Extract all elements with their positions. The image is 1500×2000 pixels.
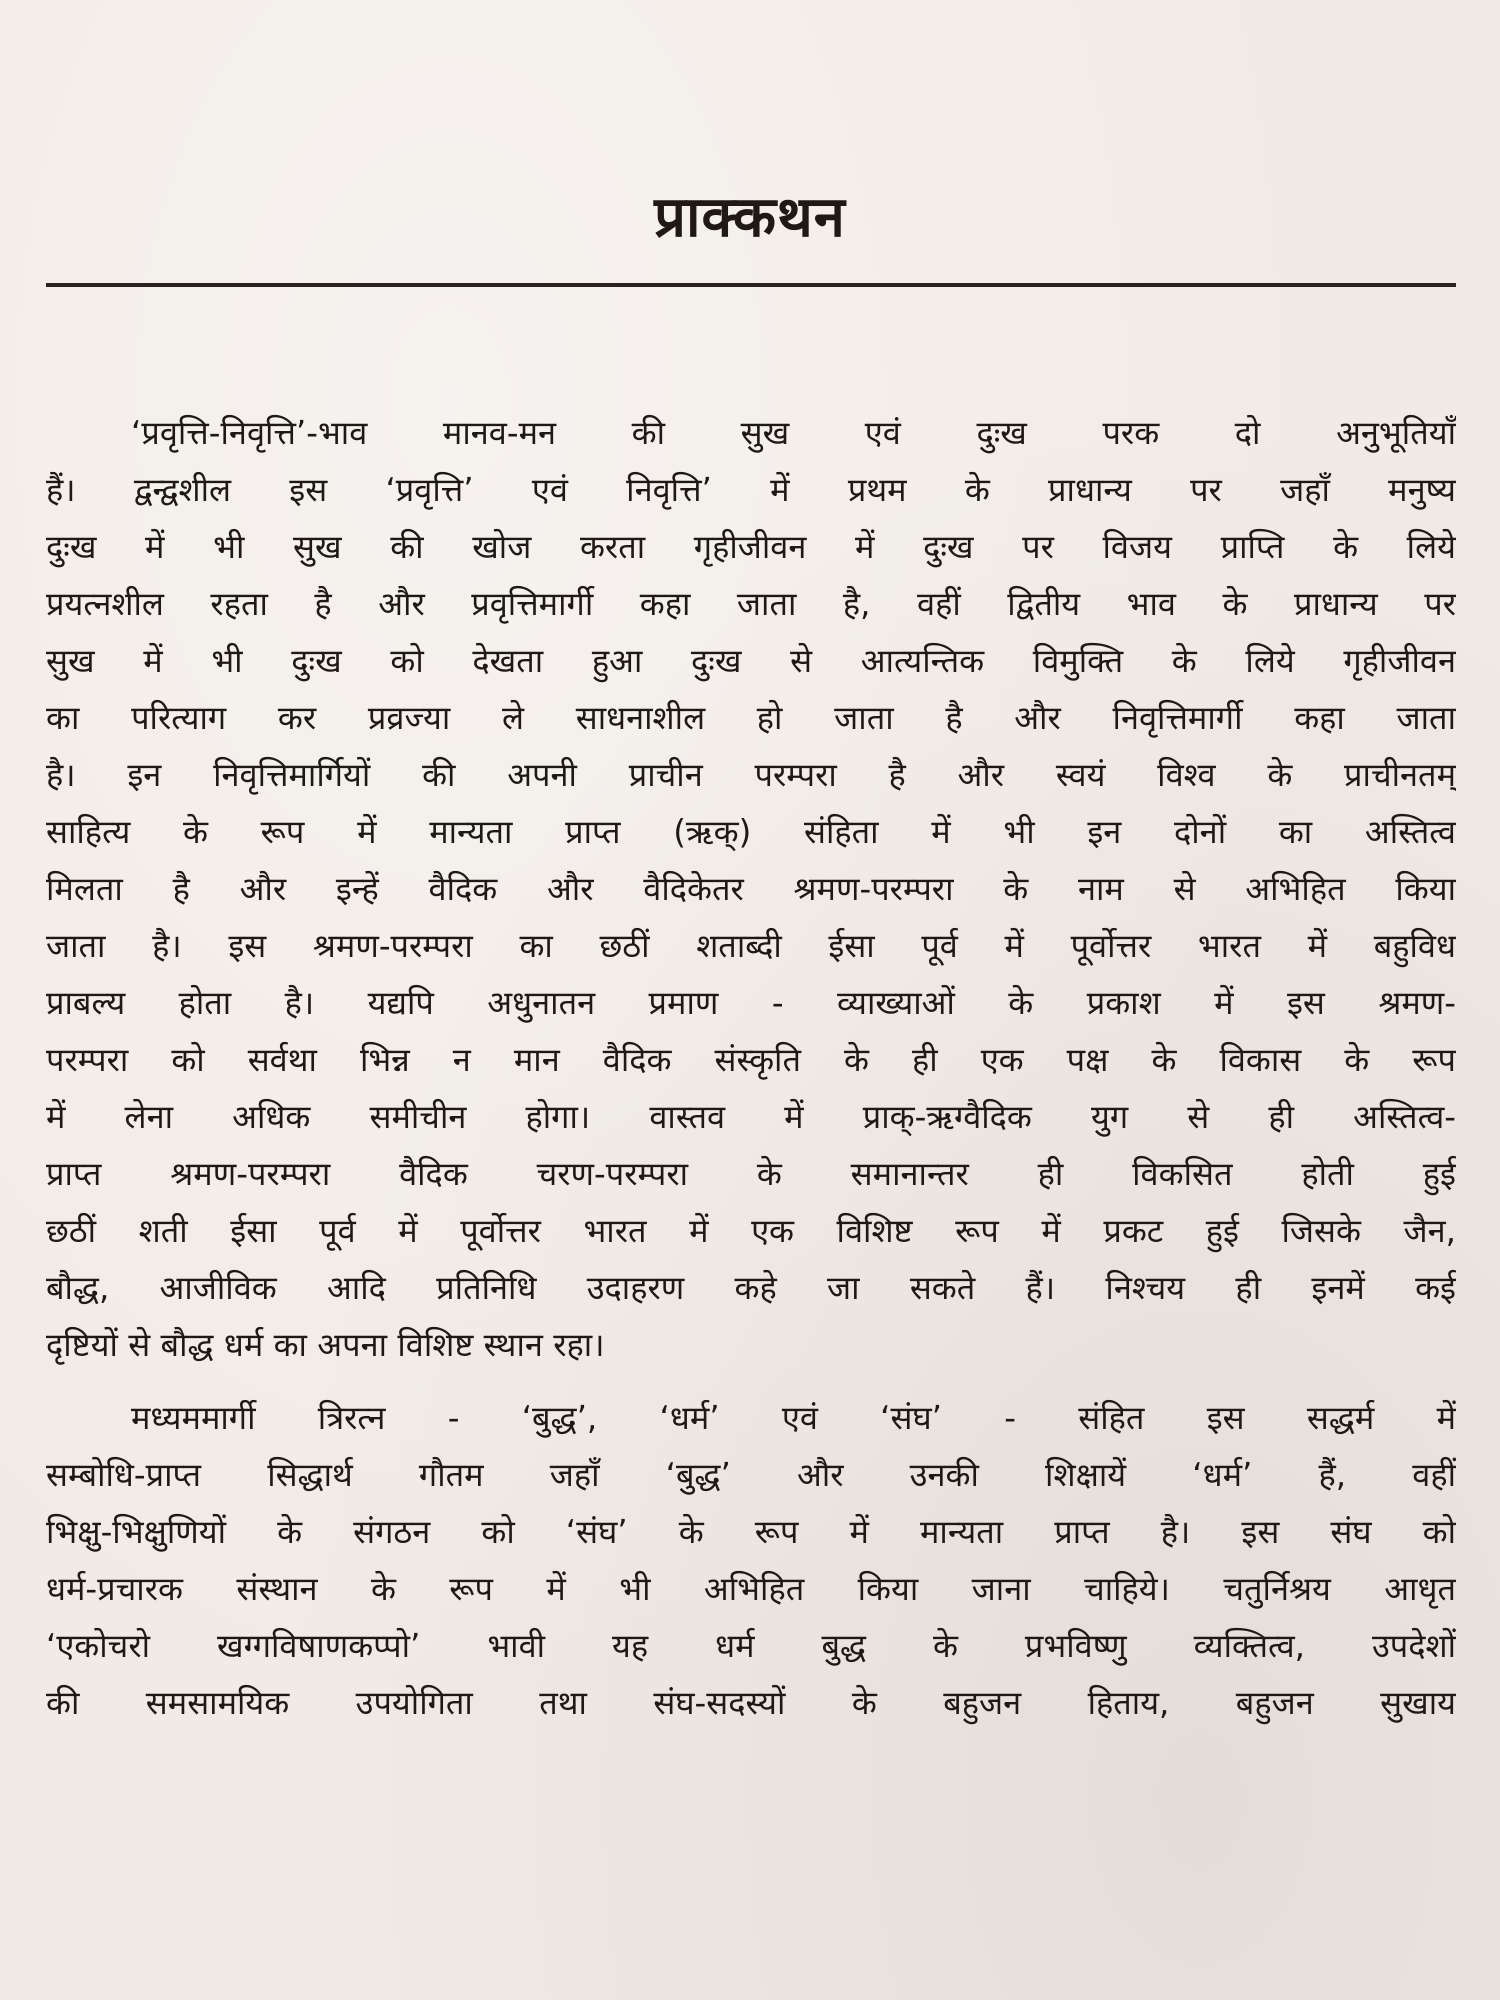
- text-line: धर्म-प्रचारक संस्थान के रूप में भी अभिहित किया जाना चाहिये। चतुर्निश्रय आधृत: [46, 1570, 1456, 1608]
- text-line: सुख में भी दुःख को देखता हुआ दुःख से आत्यन्तिक विमुक्ति के लिये गृहीजीवन: [46, 642, 1456, 680]
- text-line: परम्परा को सर्वथा भिन्न न मान वैदिक संस्कृति के ही एक पक्ष के विकास के रूप: [46, 1041, 1456, 1079]
- text-line: मिलता है और इन्हें वैदिक और वैदिकेतर श्रमण-परम्परा के नाम से अभिहित किया: [46, 870, 1456, 908]
- text-line: साहित्य के रूप में मान्यता प्राप्त (ऋक्) संहिता में भी इन दोनों का अस्तित्व: [46, 813, 1456, 851]
- text-line: प्रयत्नशील रहता है और प्रवृत्तिमार्गी कहा जाता है, वहीं द्वितीय भाव के प्राधान्य पर: [46, 585, 1456, 623]
- text-line: बौद्ध, आजीविक आदि प्रतिनिधि उदाहरण कहे जा सकते हैं। निश्चय ही इनमें कई: [46, 1269, 1456, 1307]
- text-line: हैं। द्वन्द्वशील इस ‘प्रवृत्ति’ एवं निवृत्ति’ में प्रथम के प्राधान्य पर जहाँ मनुष्य: [46, 471, 1456, 509]
- text-line: प्राबल्य होता है। यद्यपि अधुनातन प्रमाण - व्याख्याओं के प्रकाश में इस श्रमण-: [46, 984, 1456, 1022]
- text-line: ‘एकोचरो खग्गविषाणकप्पो’ भावी यह धर्म बुद्ध के प्रभविष्णु व्यक्तित्व, उपदेशों: [46, 1627, 1456, 1665]
- text-line: जाता है। इस श्रमण-परम्परा का छठीं शताब्दी ईसा पूर्व में पूर्वोत्तर भारत में बहुविध: [46, 927, 1456, 965]
- text-line: छठीं शती ईसा पूर्व में पूर्वोत्तर भारत में एक विशिष्ट रूप में प्रकट हुई जिसके जैन,: [46, 1212, 1456, 1250]
- text-line: की समसामयिक उपयोगिता तथा संघ-सदस्यों के बहुजन हिताय, बहुजन सुखाय: [46, 1684, 1456, 1722]
- text-line: का परित्याग कर प्रव्रज्या ले साधनाशील हो जाता है और निवृत्तिमार्गी कहा जाता: [46, 699, 1456, 737]
- text-line: ‘प्रवृत्ति-निवृत्ति’-भाव मानव-मन की सुख एवं दुःख परक दो अनुभूतियाँ: [131, 414, 1456, 452]
- title-rule: [46, 283, 1456, 287]
- text-line: सम्बोधि-प्राप्त सिद्धार्थ गौतम जहाँ ‘बुद्ध’ और उनकी शिक्षायें ‘धर्म’ हैं, वहीं: [46, 1456, 1456, 1494]
- text-line: है। इन निवृत्तिमार्गियों की अपनी प्राचीन परम्परा है और स्वयं विश्व के प्राचीनतम्: [46, 756, 1456, 794]
- page-title: प्राक्कथन: [654, 185, 846, 250]
- text-line: में लेना अधिक समीचीन होगा। वास्तव में प्राक्-ऋग्वैदिक युग से ही अस्तित्व-: [46, 1098, 1456, 1136]
- text-line: दुःख में भी सुख की खोज करता गृहीजीवन में दुःख पर विजय प्राप्ति के लिये: [46, 528, 1456, 566]
- text-line: मध्यममार्गी त्रिरत्न - ‘बुद्ध’, ‘धर्म’ एवं ‘संघ’ - संहित इस सद्धर्म में: [131, 1399, 1456, 1437]
- text-line: प्राप्त श्रमण-परम्परा वैदिक चरण-परम्परा के समानान्तर ही विकसित होती हुई: [46, 1155, 1456, 1193]
- text-line: दृष्टियों से बौद्ध धर्म का अपना विशिष्ट स्थान रहा।: [46, 1326, 605, 1364]
- body-text: [46, 405, 1456, 1732]
- text-line: भिक्षु-भिक्षुणियों के संगठन को ‘संघ’ के रूप में मान्यता प्राप्त है। इस संघ को: [46, 1513, 1456, 1551]
